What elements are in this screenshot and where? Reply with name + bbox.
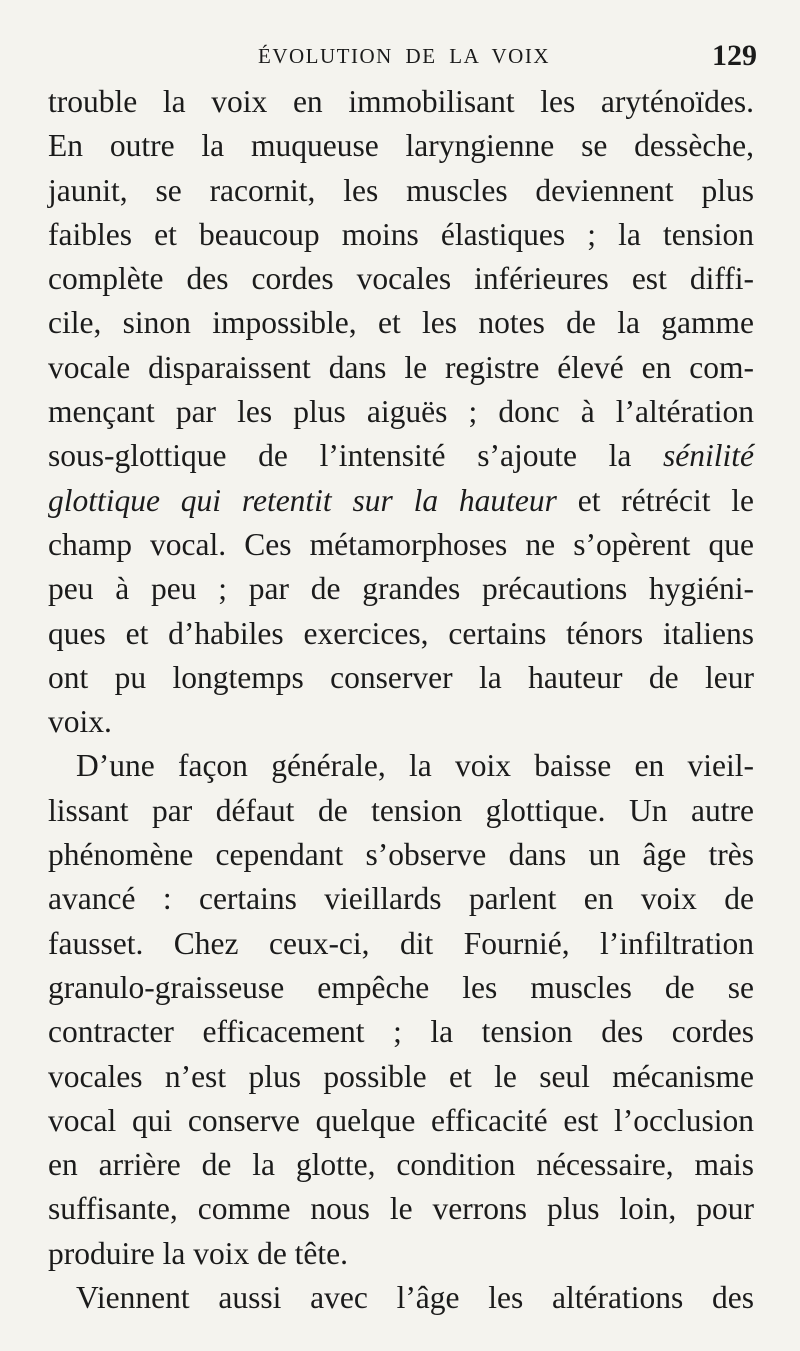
text-line: ques et d’habiles exercices, certains ténors italiens <box>48 615 754 651</box>
text-line: granulo-graisseuse empêche les muscles de se <box>48 969 754 1005</box>
text-line: en arrière de la glotte, condition nécessaire, mais <box>48 1147 754 1183</box>
text-line: trouble la voix en immobilisant les aryténoïdes. <box>48 84 754 119</box>
text-line <box>48 479 754 523</box>
text-line: fausset. Chez ceux-ci, dit Fournié, l’infiltration <box>48 925 754 961</box>
text-line: suffisante, comme nous le verrons plus loin, pour <box>48 1191 754 1227</box>
text-line: faibles et beaucoup moins élastiques ; la tension <box>48 216 754 252</box>
text-line: avancé : certains vieillards parlent en voix de <box>48 881 754 917</box>
text-fragment: sous-glottique de l’intensité s’ajoute la <box>48 438 632 474</box>
text-line: peu à peu ; par de grandes précautions hygiéni- <box>48 571 754 607</box>
page-number: 129 <box>712 39 757 72</box>
italic-phrase: glottique qui retentit sur la hauteur <box>48 482 557 518</box>
text-line: jaunit, se racornit, les muscles deviennent plus <box>48 172 754 208</box>
text-line: mençant par les plus aiguës ; donc à l’altération <box>48 394 754 430</box>
text-line: vocales n’est plus possible et le seul mécanisme <box>48 1058 754 1094</box>
text-line: voix. <box>48 704 112 740</box>
paragraph-first-line: Viennent aussi avec l’âge les altérations des <box>76 1280 754 1316</box>
text-line: ont pu longtemps conserver la hauteur de leur <box>48 659 754 695</box>
text-line: complète des cordes vocales inférieures est diffi- <box>48 261 754 297</box>
text-line: phénomène cependant s’observe dans un âge très <box>48 837 754 873</box>
running-header <box>0 40 800 76</box>
italic-term: sénilité <box>663 438 754 474</box>
paragraph-first-line: D’une façon générale, la voix baisse en vieil- <box>76 748 754 784</box>
text-line: vocal qui conserve quelque efficacité est l’occlusion <box>48 1102 754 1138</box>
text-line: cile, sinon impossible, et les notes de la gamme <box>48 305 754 341</box>
body-text <box>48 80 754 1320</box>
text-line: En outre la muqueuse laryngienne se dessèche, <box>48 128 754 164</box>
text-line: produire la voix de tête. <box>48 1235 349 1271</box>
text-line: lissant par défaut de tension glottique. Un autre <box>48 792 754 828</box>
text-line: champ vocal. Ces métamorphoses ne s’opèrent que <box>48 526 754 562</box>
text-line <box>48 434 754 478</box>
text-fragment: et rétrécit le <box>577 482 755 518</box>
text-line: contracter efficacement ; la tension des cordes <box>48 1014 754 1050</box>
text-line: vocale disparaissent dans le registre élevé en com- <box>48 349 754 385</box>
running-title: ÉVOLUTION DE LA VOIX <box>258 44 550 68</box>
